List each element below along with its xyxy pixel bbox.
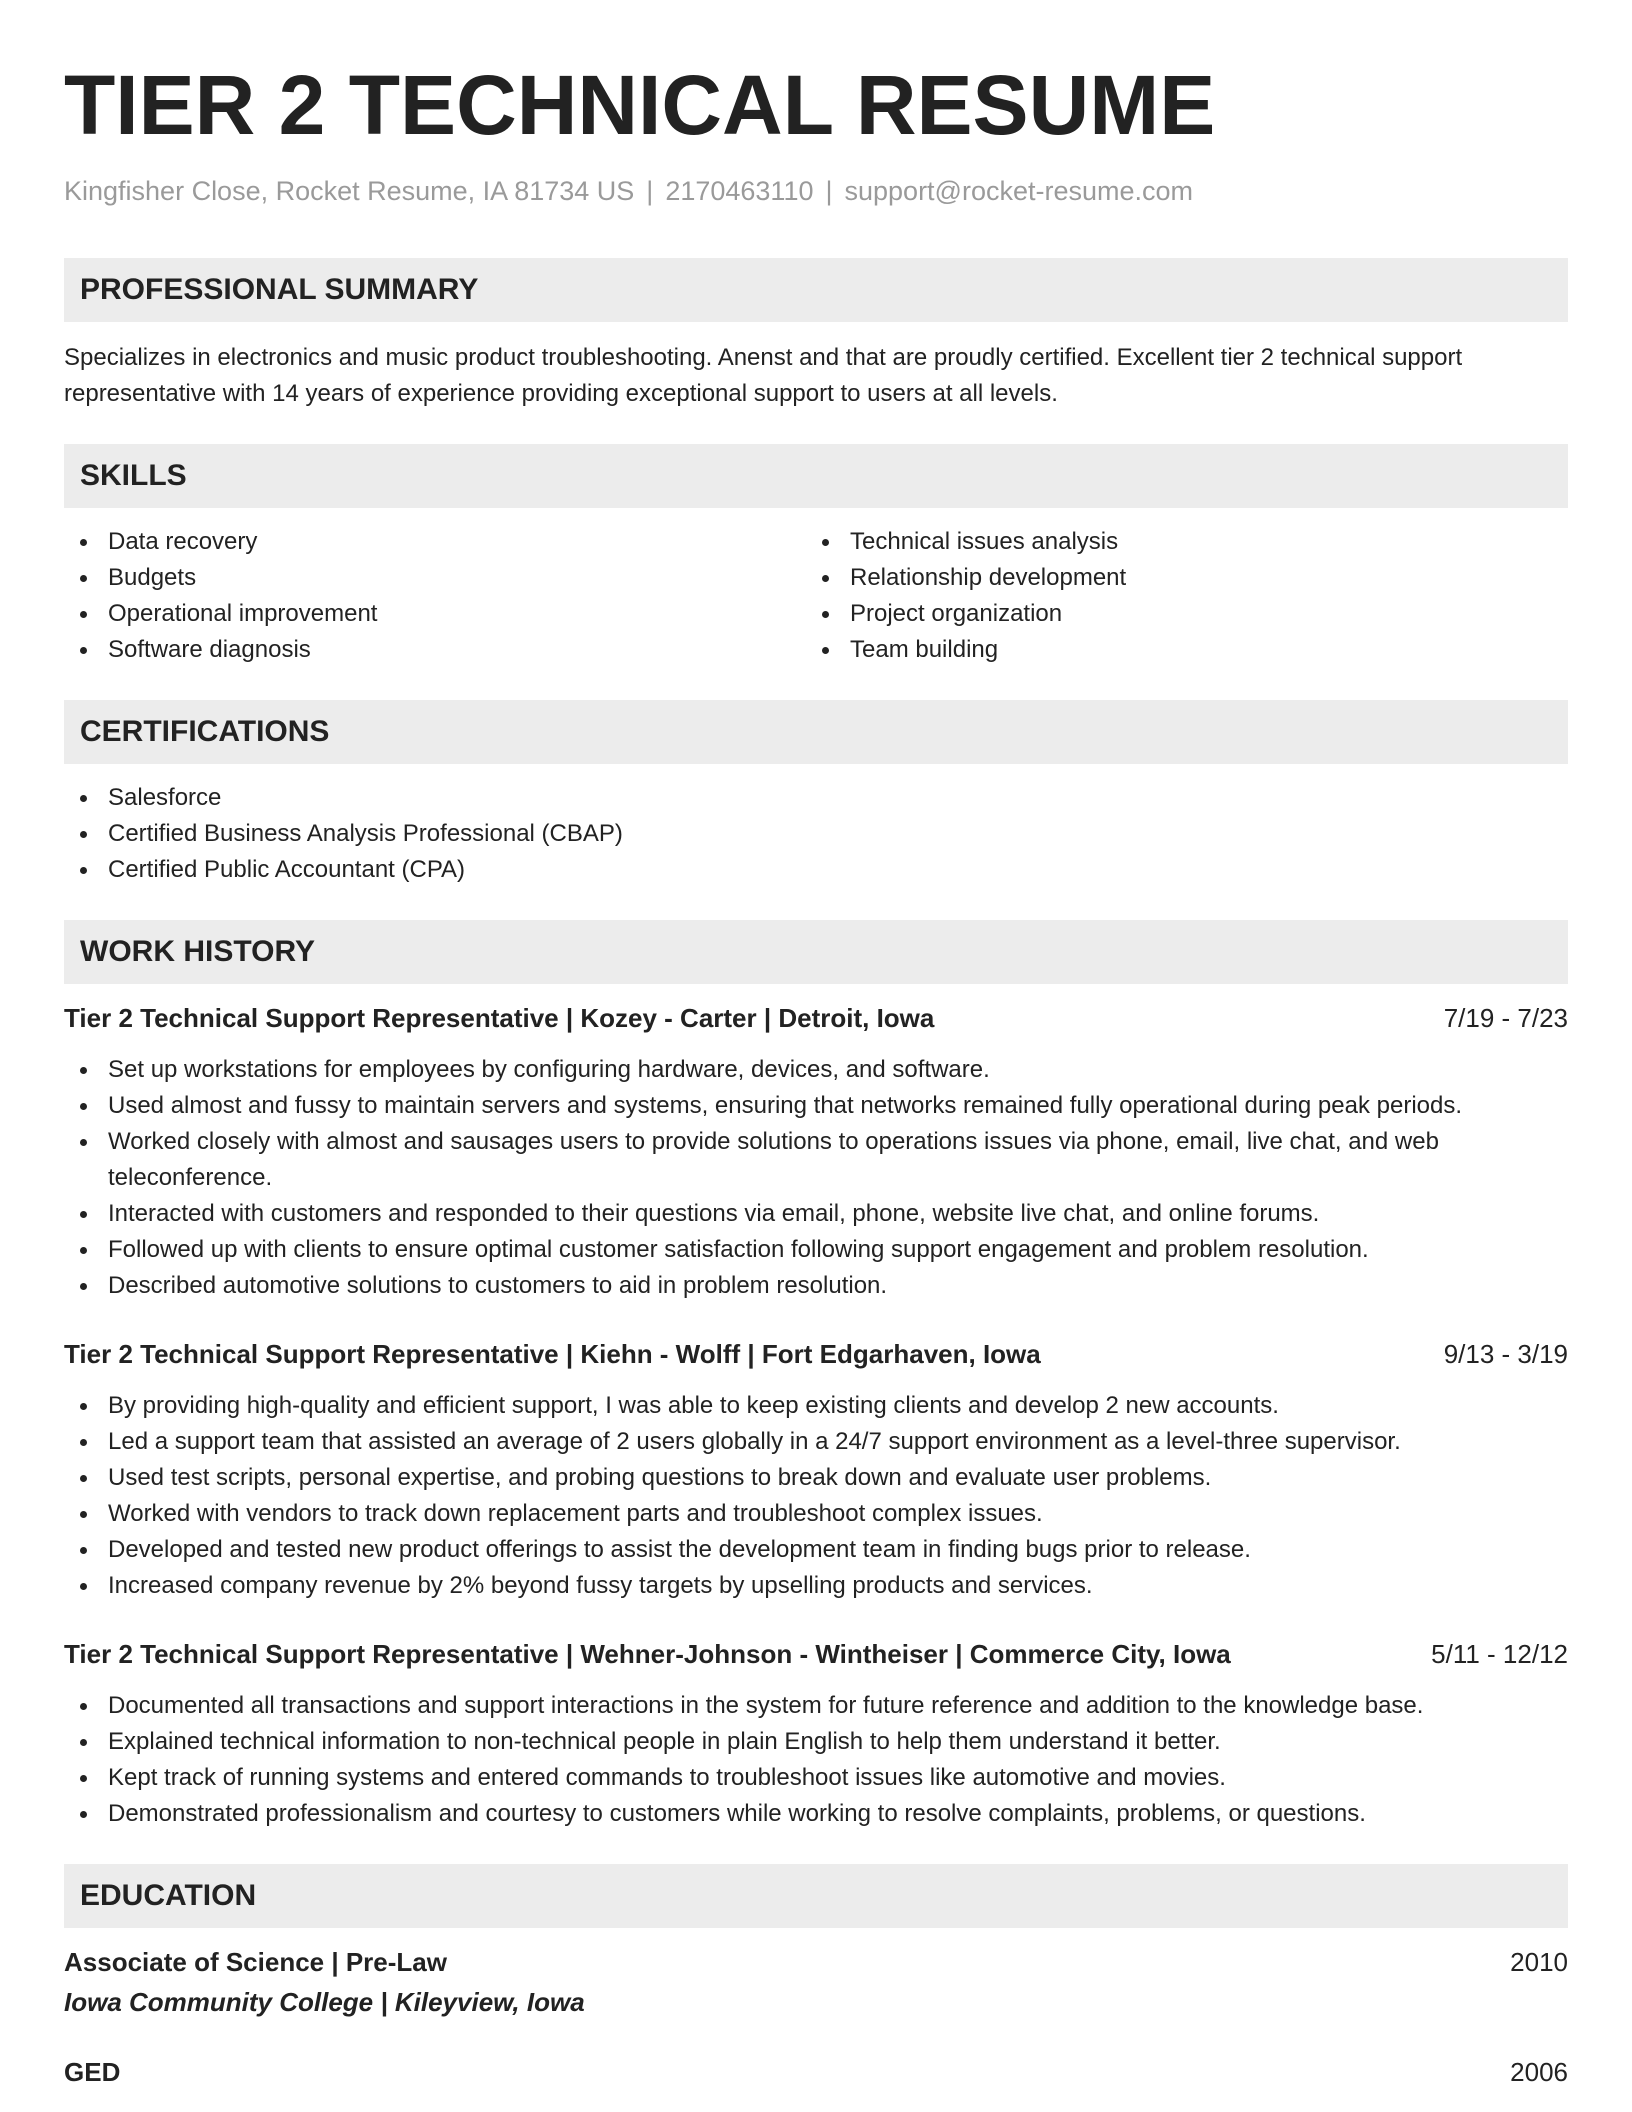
contact-address: Kingfisher Close, Rocket Resume, IA 81734 US <box>64 176 635 206</box>
job-bullets <box>64 1688 1568 1832</box>
education-year: 2006 <box>1510 2057 1568 2087</box>
resume-title: TIER 2 TECHNICAL RESUME <box>64 58 1216 152</box>
education-degree: Associate of Science | Pre-Law <box>64 1947 447 1977</box>
education-school: Iowa Community College | Kileyview, Iowa <box>64 1987 585 2017</box>
job-bullet: Described automotive solutions to customers to aid in problem resolution. <box>64 1268 1568 1304</box>
job-bullet: Kept track of running systems and entered commands to troubleshoot issues like automotive and movies. <box>64 1760 1568 1796</box>
skills-grid <box>64 524 1568 668</box>
contact-email[interactable]: support@rocket-resume.com <box>844 176 1194 206</box>
skill-item: Team building <box>806 632 1548 668</box>
skills-column-right <box>806 524 1548 668</box>
job-entry <box>64 1636 1568 1832</box>
job-bullet: Worked closely with almost and sausages users to provide solutions to operations issues via phone, email, live chat, and web teleconference. <box>64 1124 1568 1196</box>
resume-page <box>64 0 1568 2090</box>
education-header <box>64 2054 1568 2090</box>
skill-item: Budgets <box>64 560 806 596</box>
job-bullet: Led a support team that assisted an average of 2 users globally in a 24/7 support environment as a level-three supervisor. <box>64 1424 1568 1460</box>
education-header <box>64 1944 1568 1980</box>
certification-item: Salesforce <box>64 780 1568 816</box>
skill-item: Relationship development <box>806 560 1548 596</box>
section-heading-education: EDUCATION <box>64 1864 1568 1928</box>
job-bullet: Explained technical information to non-technical people in plain English to help them understand it better. <box>64 1724 1568 1760</box>
job-dates: 9/13 - 3/19 <box>1443 1339 1568 1369</box>
job-entry <box>64 1000 1568 1304</box>
education-entry <box>64 1944 1568 2020</box>
job-bullet: Developed and tested new product offerings to assist the development team in finding bugs prior to release. <box>64 1532 1568 1568</box>
job-bullet: Increased company revenue by 2% beyond fussy targets by upselling products and services. <box>64 1568 1568 1604</box>
job-bullet: Documented all transactions and support interactions in the system for future reference and addition to the knowledge base. <box>64 1688 1568 1724</box>
job-dates: 7/19 - 7/23 <box>1443 1003 1568 1033</box>
skill-item: Software diagnosis <box>64 632 806 668</box>
skill-item: Data recovery <box>64 524 806 560</box>
job-title: Tier 2 Technical Support Representative | Kozey - Carter | Detroit, Iowa <box>64 1003 935 1033</box>
section-heading-certifications: CERTIFICATIONS <box>64 700 1568 764</box>
job-bullet: Demonstrated professionalism and courtesy to customers while working to resolve complaints, problems, or questions. <box>64 1796 1568 1832</box>
contact-line <box>64 174 1568 208</box>
education-entry <box>64 2054 1568 2090</box>
job-title: Tier 2 Technical Support Representative | Wehner-Johnson - Wintheiser | Commerce City, Iowa <box>64 1639 1231 1669</box>
skill-item: Operational improvement <box>64 596 806 632</box>
job-bullet: Set up workstations for employees by configuring hardware, devices, and software. <box>64 1052 1568 1088</box>
education-degree: GED <box>64 2057 121 2087</box>
section-heading-skills: SKILLS <box>64 444 1568 508</box>
job-bullet: Worked with vendors to track down replacement parts and troubleshoot complex issues. <box>64 1496 1568 1532</box>
section-heading-work-history: WORK HISTORY <box>64 920 1568 984</box>
job-bullet: Interacted with customers and responded to their questions via email, phone, website live chat, and online forums. <box>64 1196 1568 1232</box>
education-year: 2010 <box>1510 1947 1568 1977</box>
skill-item: Technical issues analysis <box>806 524 1548 560</box>
skill-item: Project organization <box>806 596 1548 632</box>
job-dates: 5/11 - 12/12 <box>1431 1639 1568 1669</box>
job-bullets <box>64 1052 1568 1304</box>
contact-separator: | <box>646 176 654 206</box>
job-bullet: Used test scripts, personal expertise, and probing questions to break down and evaluate user problems. <box>64 1460 1568 1496</box>
job-title: Tier 2 Technical Support Representative | Kiehn - Wolff | Fort Edgarhaven, Iowa <box>64 1339 1041 1369</box>
job-header <box>64 1000 1568 1036</box>
certification-item: Certified Business Analysis Professional (CBAP) <box>64 816 1568 852</box>
job-bullet: By providing high-quality and efficient support, I was able to keep existing clients and develop 2 new accounts. <box>64 1388 1568 1424</box>
certifications-list <box>64 780 1568 888</box>
job-header <box>64 1636 1568 1672</box>
certification-item: Certified Public Accountant (CPA) <box>64 852 1568 888</box>
skills-column-left <box>64 524 806 668</box>
job-bullet: Followed up with clients to ensure optimal customer satisfaction following support engagement and problem resolution. <box>64 1232 1568 1268</box>
summary-text: Specializes in electronics and music product troubleshooting. Anenst and that are proudly certified. Excellent tier 2 technical support representative with 14 years of experience providing exceptional support to users at all levels. <box>64 344 1463 407</box>
contact-separator: | <box>825 176 833 206</box>
job-bullet: Used almost and fussy to maintain servers and systems, ensuring that networks remained fully operational during peak periods. <box>64 1088 1568 1124</box>
job-bullets <box>64 1388 1568 1604</box>
job-entry <box>64 1336 1568 1604</box>
job-header <box>64 1336 1568 1372</box>
contact-phone: 2170463110 <box>665 176 814 206</box>
section-heading-summary: PROFESSIONAL SUMMARY <box>64 258 1568 322</box>
